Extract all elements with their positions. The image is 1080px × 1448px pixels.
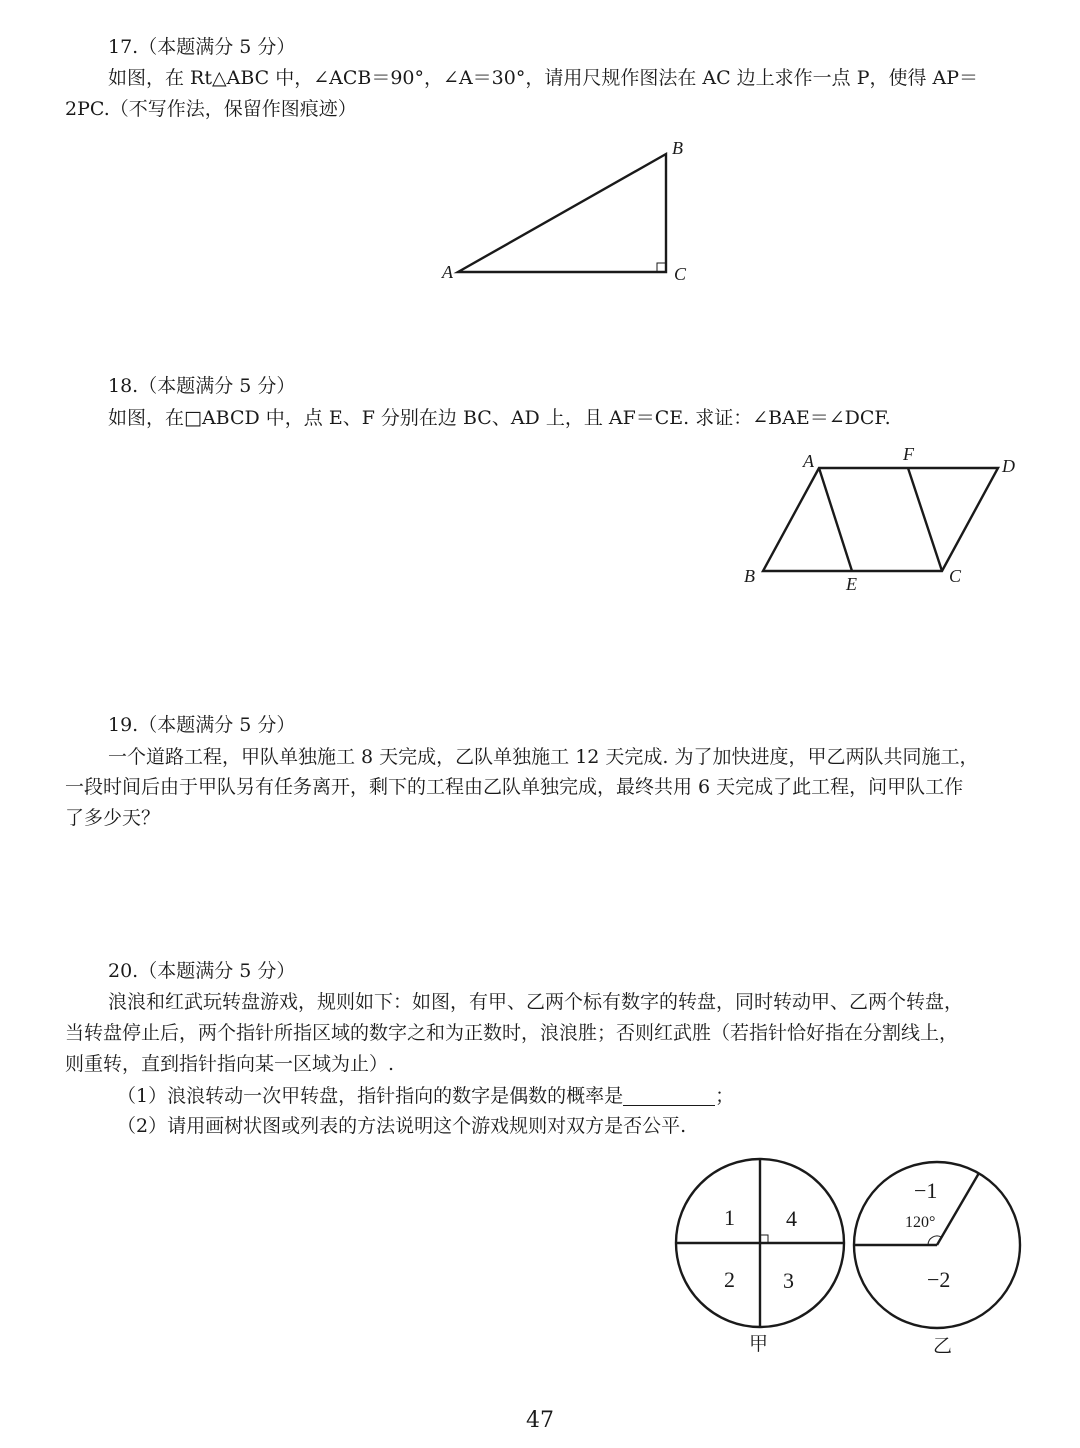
q20-text-line1: 浪浪和红武玩转盘游戏，规则如下：如图，有甲、乙两个标有数字的转盘，同时转动甲、乙两个转盘， xyxy=(108,991,964,1013)
q18-text-line1: 如图，在□ABCD 中，点 E、F 分别在边 BC、AD 上，且 AF＝CE. 求证：∠BAE＝∠DCF. xyxy=(108,407,891,429)
angle-label: 120° xyxy=(905,1214,936,1231)
label-e: E xyxy=(846,574,857,594)
triangle-abc xyxy=(458,154,666,272)
sector-4: 4 xyxy=(786,1206,797,1231)
label-d: D xyxy=(1002,456,1015,476)
q17-heading: 17.（本题满分 5 分） xyxy=(108,36,296,58)
q19-text-line2: 一段时间后由于甲队另有任务离开，剩下的工程由乙队单独完成，最终共用 6 天完成了此工程，问甲队工作 xyxy=(65,776,964,798)
q20-heading: 20.（本题满分 5 分） xyxy=(108,960,296,982)
sector-3: 3 xyxy=(783,1268,794,1293)
label-a: A xyxy=(442,262,453,282)
label-f: F xyxy=(903,444,914,464)
spinner-yi xyxy=(854,1162,1020,1357)
q20-part1-end: ； xyxy=(715,1085,735,1107)
spinner-yi-caption: 乙 xyxy=(933,1335,953,1357)
spinner-jia xyxy=(676,1159,844,1355)
q19-text-line3: 了多少天？ xyxy=(65,807,161,829)
label-c: C xyxy=(949,566,962,586)
q19-text-line1: 一个道路工程，甲队单独施工 8 天完成，乙队单独施工 12 天完成. 为了加快进度，甲乙两队共同施工， xyxy=(108,746,979,768)
q20-text-line3: 则重转，直到指针指向某一区域为止）. xyxy=(65,1053,395,1075)
q17-text-line1: 如图，在 Rt△ABC 中，∠ACB＝90°，∠A＝30°，请用尺规作图法在 AC 边上求作一点 P，使得 AP＝ xyxy=(108,67,979,89)
q18-heading: 18.（本题满分 5 分） xyxy=(108,375,296,397)
parallelogram-abcd xyxy=(763,468,998,571)
right-angle-mark xyxy=(657,263,666,272)
label-c: C xyxy=(674,264,687,284)
q20-part2: （2）请用画树状图或列表的方法说明这个游戏规则对双方是否公平. xyxy=(117,1115,687,1137)
q20-text-line2: 当转盘停止后，两个指针所指区域的数字之和为正数时，浪浪胜；否则红武胜（若指针恰好指在分割线上， xyxy=(65,1022,959,1044)
label-b: B xyxy=(744,566,755,586)
sector-1: 1 xyxy=(724,1205,735,1230)
sector-neg1: −1 xyxy=(914,1178,938,1203)
q17-triangle-figure xyxy=(430,135,700,295)
sector-neg2: −2 xyxy=(927,1267,951,1292)
q20-part1-text: （1）浪浪转动一次甲转盘，指针指向的数字是偶数的概率是 xyxy=(117,1085,624,1107)
q18-parallelogram-figure xyxy=(735,440,1035,600)
q17-text-line2: 2PC.（不写作法，保留作图痕迹） xyxy=(65,98,357,120)
label-b: B xyxy=(672,138,683,158)
q20-spinners-figure xyxy=(660,1150,1040,1365)
q19-heading: 19.（本题满分 5 分） xyxy=(108,714,296,736)
segment-ae xyxy=(819,468,852,571)
page-number: 47 xyxy=(526,1408,554,1433)
label-a: A xyxy=(803,451,814,471)
q20-part1 xyxy=(117,1081,734,1111)
spinner-jia-caption: 甲 xyxy=(749,1333,769,1355)
sector-2: 2 xyxy=(724,1267,735,1292)
answer-blank[interactable] xyxy=(623,1083,715,1106)
segment-fc xyxy=(908,468,942,571)
